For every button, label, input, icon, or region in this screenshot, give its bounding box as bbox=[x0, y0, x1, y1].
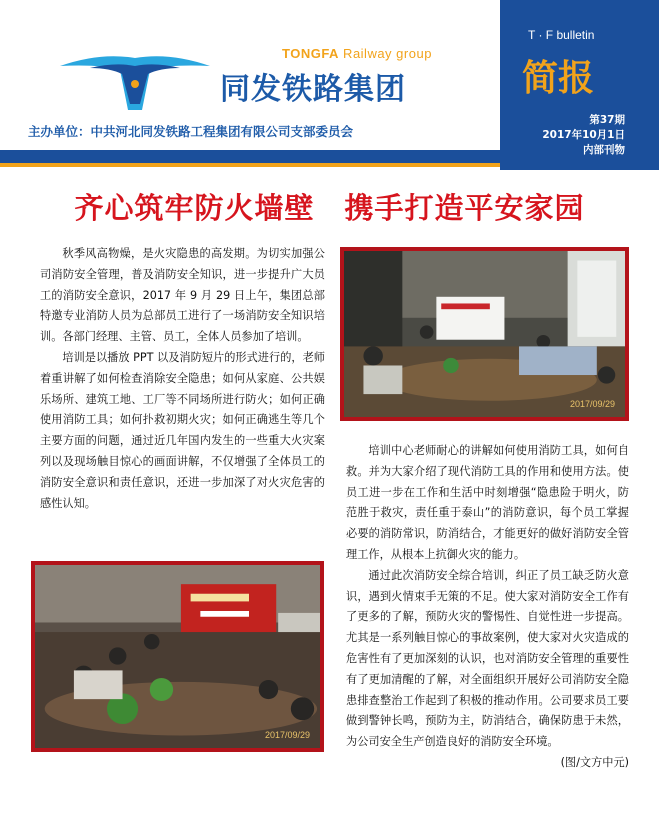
header-divider bbox=[0, 150, 500, 163]
meeting-room-photo-icon bbox=[344, 251, 625, 417]
issue-number: 第37期 bbox=[589, 114, 625, 126]
article-paragraph: 培训是以播放 PPT 以及消防短片的形式进行的，老师着重讲解了如何检查消除安全隐患；如何从家庭、公共娱乐场所、建筑工地、工厂等不同场所进行防火；如何正确使用消防工具；如何扑救初期火灾；如何正确逃生等几个主要方面的问题，通过近几年国内发生的一些重大火灾案列以及现场触目惊心的画面讲解，不仅增强了全体员工的消防安全意识和责任意识，还进一步加深了对火灾危害的感性认知。 bbox=[40, 350, 325, 510]
photo-date-stamp: 2017/09/29 bbox=[569, 399, 615, 409]
issue-date: 2017年10月1日 bbox=[542, 129, 625, 141]
issue-type: 内部刊物 bbox=[583, 144, 625, 156]
header-accent-line bbox=[0, 163, 500, 167]
training-photo-bottom bbox=[31, 561, 324, 752]
bulletin-title-cn: 简报 bbox=[522, 58, 595, 99]
article-paragraph: 培训中心老师耐心的讲解如何使用消防工具，如何自救。并为大家介绍了现代消防工具的作用和使用方法。使员工进一步在工作和生活中时刻增强“隐患险于明火，防范胜于救灾，责任重于泰山”的消防意识，每个员工掌握必要的消防常识，防消结合，才能更好的做好消防安全管理工作，从根本上抗御火灾的能力。 bbox=[346, 444, 629, 561]
article-left-column bbox=[40, 244, 325, 514]
company-logo bbox=[60, 44, 460, 114]
photo-date-stamp: 2017/09/29 bbox=[264, 730, 310, 740]
article-headline: 齐心筑牢防火墙壁 携手打造平安家园 bbox=[74, 191, 585, 225]
brand-name-en: TONGFA Railway group bbox=[282, 46, 432, 61]
article-credit: (图/文方中元) bbox=[560, 755, 629, 769]
bulletin-panel bbox=[500, 0, 659, 170]
brand-name-cn: 同发铁路集团 bbox=[220, 72, 406, 107]
masthead bbox=[0, 0, 659, 170]
projection-screen-photo-icon bbox=[35, 565, 320, 748]
training-photo-top bbox=[340, 247, 629, 421]
bulletin-title-en: T · F bulletin bbox=[528, 28, 595, 42]
article-right-column bbox=[346, 441, 629, 774]
article-paragraph: 通过此次消防安全综合培训，纠正了员工缺乏防火意识，遇到火情束手无策的不足。使大家对消防安全工作有了更多的了解，预防火灾的警惕性、自觉性进一步提高。尤其是一系列触目惊心的事故案例，使大家对火灾造成的危害性有了更加深刻的认识，也对消防安全管理的重要性有了更加清醒的了解，对全面组织开展好公司消防安全隐患排查整治工作起到了积极的推动作用。公司要求员工要做到警钟长鸣，预防为主，防消结合，确保防患于未然，为公司安全生产创造良好的消防安全环境。 bbox=[346, 568, 629, 749]
tongfa-logo-icon bbox=[60, 44, 210, 112]
article-paragraph: 秋季风高物燥，是火灾隐患的高发期。为切实加强公司消防安全管理，普及消防安全知识，进一步提升广大员工的消防安全意识，2017 年 9 月 29 日上午，集团总部特邀专业消防人员为总部员工进行了一场消防安全知识培训。各部门经理、主管、员工，全体人员参加了培训。 bbox=[40, 247, 325, 344]
sponsor-line: 主办单位：中共河北同发铁路工程集团有限公司支部委员会 bbox=[28, 124, 354, 139]
